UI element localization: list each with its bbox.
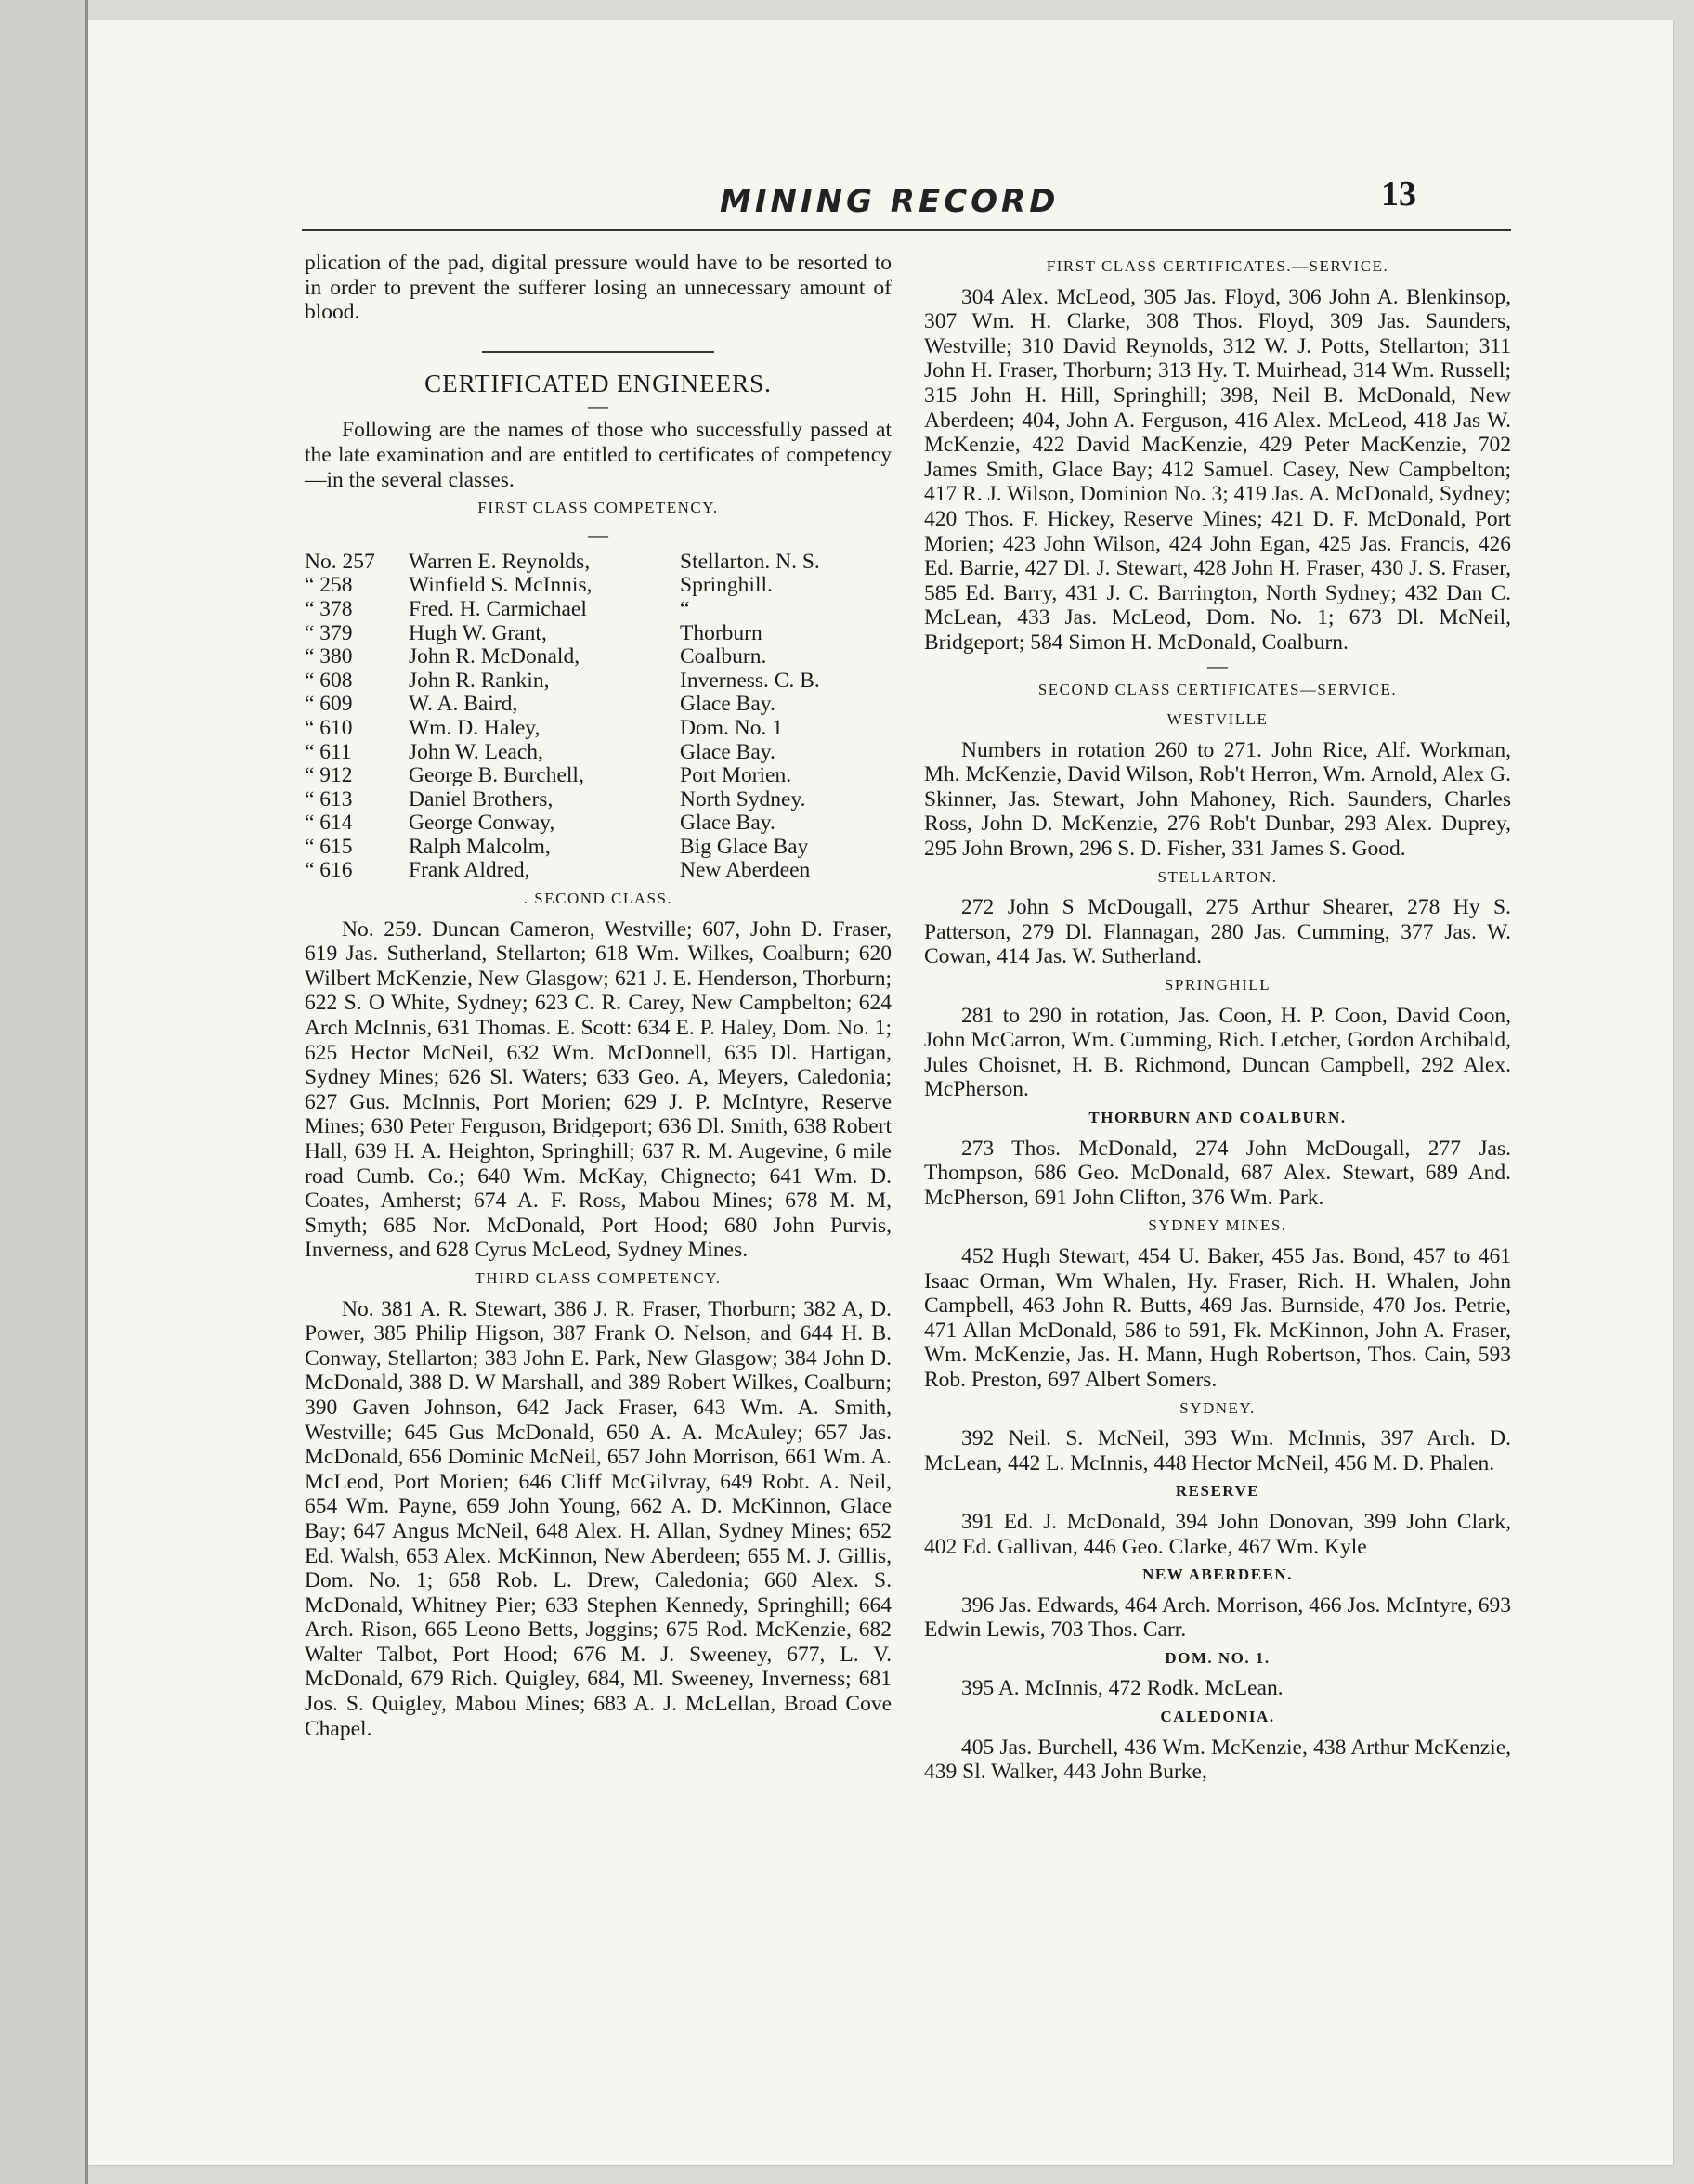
header-rule xyxy=(302,229,1511,231)
engineer-name: Daniel Brothers, xyxy=(409,786,554,812)
left-column xyxy=(305,251,892,1741)
binding-edge xyxy=(0,0,88,2184)
engineer-name: Ralph Malcolm, xyxy=(409,834,551,859)
engineer-location: Port Morien. xyxy=(680,763,792,788)
engineer-location: Big Glace Bay xyxy=(680,834,809,859)
second-class-paragraph: No. 259. Duncan Cameron, Westville; 607, John D. Fraser, 619 Jas. Sutherland, Stellarton; 618 Wm. Wilkes, Coalburn; 620 Wilbert McKenzie, New Glasgow; 621 J. E. Henderson, Thorburn; 622 S. O White, Sydney; 623 C. R. Carey, New Campbelton; 624 Arch McInnis, 631 Thomas. E. Scott: 634 E. P. Haley, Dom. No. 1; 625 Hector McNeil, 632 Wm. McDonnell, 635 Dl. Hartigan, Sydney Mines; 626 Sl. Waters; 633 Geo. A, Meyers, Caledonia; 627 Gus. McInnis, Port Morien; 629 J. P. McIntyre, Reserve Mines; 630 Peter Ferguson, Bridgeport; 636 Dl. Smith, 638 Robert Hall, 639 H. A. Heighton, Springhill; 637 R. M. Augevine, 6 mile road Cumb. Co.; 640 Wm. McKay, Chignecto; 641 Wm. D. Coates, Amherst; 674 A. F. Ross, Mabou Mines; 678 M. M, Smyth; 685 Nor. McDonald, Port Hood; 680 John Purvis, Inverness, and 628 Cyrus McLeod, Sydney Mines. xyxy=(305,916,892,1263)
westville-paragraph: Numbers in rotation 260 to 271. John Rice, Alf. Workman, Mh. McKenzie, David Wilson, Rob't Herron, Wm. Arnold, Alex G. Skinner, Jas. Stewart, John Mahoney, Rich. Saunders, Charles Ross, John D. McKenzie, 276 Rob't Dunbar, 293 Alex. Duprey, 295 John Brown, 296 S. D. Fisher, 331 James S. Good. xyxy=(924,737,1511,862)
engineer-name: W. A. Baird, xyxy=(409,692,518,717)
engineer-name: Winfield S. McInnis, xyxy=(409,573,593,598)
engineer-location: Stellarton. N. S. xyxy=(680,549,820,574)
first-class-list xyxy=(305,551,892,883)
dom-no-1-paragraph: 395 A. McInnis, 472 Rodk. McLean. xyxy=(961,1676,1284,1701)
first-service-paragraph: 304 Alex. McLeod, 305 Jas. Floyd, 306 John A. Blenkinsop, 307 Wm. H. Clarke, 308 Thos. Floyd, 309 Jas. Saunders, Westville; 310 David Reynolds, 312 W. J. Potts, Stellarton; 311 John H. Fraser, Thorburn; 313 Hy. T. Muirhead, 314 Wm. Russell; 315 John H. Hill, Springhill; 398, Neil B. McDonald, New Aberdeen; 404, John A. Ferguson, 416 Alex. McLeod, 418 Jas W. McKenzie, 422 David MacKenzie, 429 Peter MacKenzie, 702 James Smith, Glace Bay; 412 Samuel. Casey, New Campbelton; 417 R. J. Wilson, Dominion No. 3; 419 Jas. A. McDonald, Sydney; 420 Thos. F. Hickey, Reserve Mines; 421 D. F. McDonald, Port Morien; 423 John Wilson, 424 John Egan, 425 Jas. Francis, 426 Ed. Barrie, 427 Dl. J. Stewart, 428 John H. Fraser, 430 J. S. Fraser, 585 Ed. Barry, 431 J. C. Barrington, North Sydney; 432 Dan C. McLean, 433 Jas. McLeod, Dom. No. 1; 673 Dl. McNeil, Bridgeport; 584 Simon H. McDonald, Coalburn. xyxy=(924,284,1511,655)
engineer-location: Springhill. xyxy=(680,573,773,598)
table-row xyxy=(305,741,892,765)
springhill-heading: SPRINGHILL xyxy=(1164,976,1271,994)
certificate-number: “ 258 xyxy=(305,573,353,598)
section-title: CERTIFICATED ENGINEERS. xyxy=(424,369,772,397)
running-title: MINING RECORD xyxy=(720,183,1060,220)
stellarton-heading: STELLARTON. xyxy=(1157,867,1278,886)
engineer-name: Wm. D. Haley, xyxy=(409,715,541,740)
engineer-location: Coalburn. xyxy=(680,644,767,670)
certificate-number: “ 616 xyxy=(305,858,353,883)
second-service-heading: SECOND CLASS CERTIFICATES—SERVICE. xyxy=(1037,680,1398,698)
table-row xyxy=(305,788,892,812)
table-row xyxy=(305,551,892,575)
certificate-number: “ 615 xyxy=(305,834,353,859)
table-row xyxy=(305,812,892,836)
engineer-location: Glace Bay. xyxy=(680,811,775,836)
reserve-paragraph: 391 Ed. J. McDonald, 394 John Donovan, 399 John Clark, 402 Ed. Gallivan, 446 Geo. Clarke, 467 Wm. Kyle xyxy=(924,1509,1511,1559)
new-aberdeen-paragraph: 396 Jas. Edwards, 464 Arch. Morrison, 466 Jos. McIntyre, 693 Edwin Lewis, 703 Thos. Carr. xyxy=(924,1592,1511,1643)
certificate-number: “ 379 xyxy=(305,620,353,645)
engineer-location: New Aberdeen xyxy=(680,858,811,883)
third-class-paragraph: No. 381 A. R. Stewart, 386 J. R. Fraser, Thorburn; 382 A, D. Power, 385 Philip Higson, 387 Frank O. Nelson, and 644 H. B. Conway, Stellarton; 383 John E. Park, New Glasgow; 384 John D. McDonald, 388 D. W Marshall, and 389 Robert Wilkes, Coalburn; 390 Gaven Johnson, 642 Jack Fraser, 643 Wm. A. Smith, Westville; 645 Gus McDonald, 650 A. A. McAuley; 657 Jas. McDonald, 656 Dominic McNeil, 657 John Morrison, 661 Wm. A. McLeod, Port Morien; 646 Cliff McGilvray, 649 Robt. A. Neil, 654 Wm. Payne, 659 John Young, 662 A. D. McKinnon, Glace Bay; 647 Angus McNeil, 648 Alex. H. Allan, Sydney Mines; 652 Ed. Walsh, 653 Alex. McKinnon, New Aberdeen; 655 M. J. Gillis, Dom. No. 1; 658 Rob. L. Drew, Caledonia; 660 Alex. S. McDonald, Whitney Pier; 633 Stephen Kennedy, Springhill; 664 Arch. Rison, 665 Leono Betts, Joggins; 675 Rod. McKenzie, 682 Walter Talbot, Port Hood; 676 M. J. Sweeney, 677, L. V. McDonald, 679 Rich. Quigley, 684, Ml. Sweeney, Inverness; 681 Jos. S. Quigley, Mabou Mines; 683 A. J. McLellan, Broad Cove Chapel. xyxy=(305,1296,892,1741)
stellarton-paragraph: 272 John S McDougall, 275 Arthur Shearer, 278 Hy S. Patterson, 279 Dl. Flannagan, 280 Jas. Cumming, 377 Jas. W. Cowan, 414 Jas. W. Sutherland. xyxy=(924,895,1511,969)
table-row xyxy=(305,645,892,670)
page-number: 13 xyxy=(1381,175,1416,214)
engineer-name: John R. Rankin, xyxy=(409,668,550,693)
thorburn-paragraph: 273 Thos. McDonald, 274 John McDougall, 277 Jas. Thompson, 686 Geo. McDonald, 687 Alex. Stewart, 689 And. McPherson, 691 John Clifton, 376 Wm. Park. xyxy=(924,1136,1511,1210)
sydney-paragraph: 392 Neil. S. McNeil, 393 Wm. McInnis, 397 Arch. D. McLean, 442 L. McInnis, 448 Hector McNeil, 456 M. D. Phalen. xyxy=(924,1426,1511,1476)
right-column xyxy=(924,251,1511,1785)
certificate-number: “ 380 xyxy=(305,644,353,670)
section-divider xyxy=(482,351,714,353)
certificate-number: “ 611 xyxy=(305,739,352,764)
caledonia-heading: CALEDONIA. xyxy=(1160,1708,1275,1726)
westville-heading: WESTVILLE xyxy=(1166,710,1269,729)
table-row xyxy=(305,717,892,741)
certificate-number: No. 257 xyxy=(305,549,375,574)
certificate-number: “ 608 xyxy=(305,668,353,693)
continuation-paragraph: plication of the pad, digital pressure would have to be resorted to in order to prevent the sufferer losing an unnecessary amount of blood. xyxy=(305,251,892,325)
engineer-location: North Sydney. xyxy=(680,786,806,812)
engineer-location: Inverness. C. B. xyxy=(680,668,820,693)
certificate-number: “ 609 xyxy=(305,692,353,717)
engineer-location: Glace Bay. xyxy=(680,692,775,717)
table-row xyxy=(305,693,892,717)
new-aberdeen-heading: NEW ABERDEEN. xyxy=(1142,1566,1293,1584)
document-page xyxy=(88,20,1673,2165)
engineer-name: Fred. H. Carmichael xyxy=(409,596,587,621)
table-row xyxy=(305,622,892,646)
second-class-heading: . SECOND CLASS. xyxy=(523,890,673,908)
table-row xyxy=(305,598,892,622)
reserve-heading: RESERVE xyxy=(1175,1482,1260,1501)
engineer-name: George Conway, xyxy=(409,811,555,836)
dash-divider: — xyxy=(588,522,608,546)
page-header xyxy=(88,20,1673,243)
certificate-number: “ 378 xyxy=(305,596,353,621)
engineer-location: Dom. No. 1 xyxy=(680,715,783,740)
certificate-number: “ 610 xyxy=(305,715,353,740)
engineer-location: Thorburn xyxy=(680,620,762,645)
engineer-name: George B. Burchell, xyxy=(409,763,584,788)
thorburn-heading: THORBURN AND COALBURN. xyxy=(1088,1109,1347,1126)
third-class-heading: THIRD CLASS COMPETENCY. xyxy=(475,1268,722,1287)
dash-divider: — xyxy=(588,394,608,418)
engineer-location: Glace Bay. xyxy=(680,739,775,764)
table-row xyxy=(305,670,892,694)
dash-divider: — xyxy=(1207,653,1228,677)
table-row xyxy=(305,574,892,598)
engineer-name: Hugh W. Grant, xyxy=(409,620,547,645)
intro-paragraph: Following are the names of those who successfully passed at the late examination and are entitled to certificates of competency—in the several classes. xyxy=(305,418,892,492)
certificate-number: “ 912 xyxy=(305,763,353,788)
sydney-mines-heading: SYDNEY MINES. xyxy=(1148,1216,1287,1235)
sydney-mines-paragraph: 452 Hugh Stewart, 454 U. Baker, 455 Jas. Bond, 457 to 461 Isaac Orman, Wm Whalen, Hy. Fraser, Rich. H. Whalen, John Campbell, 463 John R. Butts, 469 Jas. Burnside, 470 Jos. Petrie, 471 Allan McDonald, 586 to 591, Fk. McKinnon, John A. Fraser, Wm. McKenzie, Jas. H. Mann, Hugh Robertson, Thos. Cain, 593 Rob. Preston, 697 Albert Somers. xyxy=(924,1243,1511,1392)
engineer-name: Frank Aldred, xyxy=(409,858,530,883)
certificate-number: “ 614 xyxy=(305,811,353,836)
caledonia-paragraph: 405 Jas. Burchell, 436 Wm. McKenzie, 438 Arthur McKenzie, 439 Sl. Walker, 443 John Burke, xyxy=(924,1735,1511,1785)
table-row xyxy=(305,859,892,883)
engineer-name: Warren E. Reynolds, xyxy=(409,549,591,574)
engineer-name: John R. McDonald, xyxy=(409,644,580,670)
dom-no-1-heading: DOM. NO. 1. xyxy=(1165,1648,1270,1667)
engineer-location: “ xyxy=(680,596,690,621)
first-service-heading: FIRST CLASS CERTIFICATES.—SERVICE. xyxy=(1046,257,1389,275)
engineer-name: John W. Leach, xyxy=(409,739,543,764)
table-row xyxy=(305,764,892,788)
springhill-paragraph: 281 to 290 in rotation, Jas. Coon, H. P. Coon, David Coon, John McCarron, Wm. Cumming, Rich. Letcher, Gordon Archibald, Jules Choisnet, H. B. Richmond, Duncan Campbell, 292 Alex. McPherson. xyxy=(924,1003,1511,1102)
sydney-heading: SYDNEY. xyxy=(1179,1398,1256,1417)
certificate-number: “ 613 xyxy=(305,786,353,812)
table-row xyxy=(305,836,892,860)
first-class-heading: FIRST CLASS COMPETENCY. xyxy=(477,499,719,517)
